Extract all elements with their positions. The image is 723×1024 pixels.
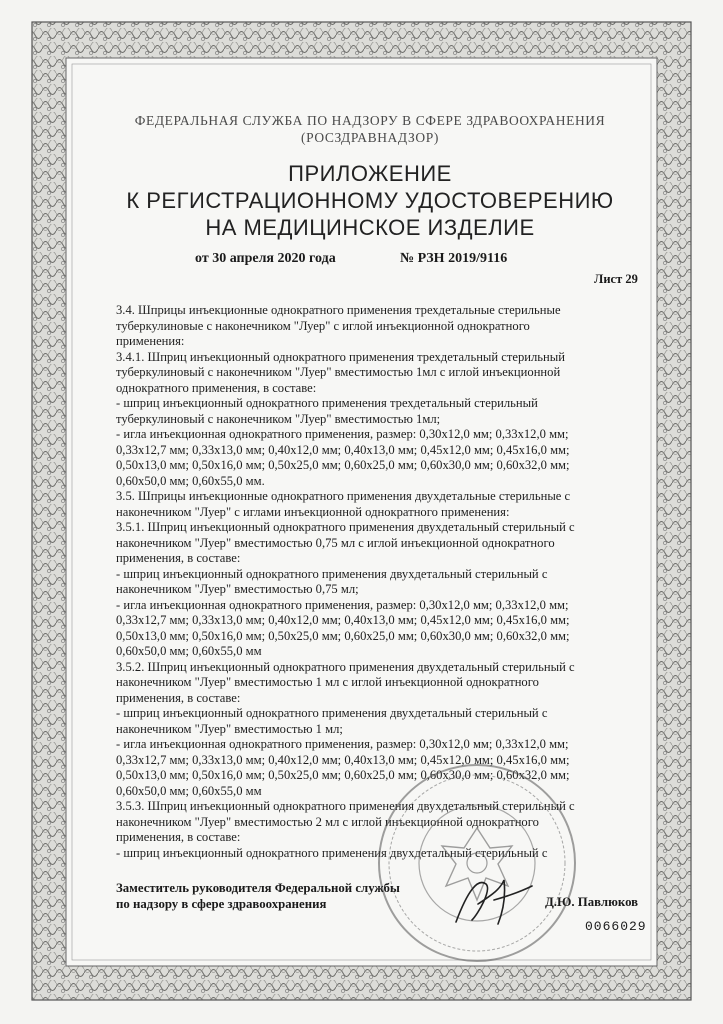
- agency-header: [130, 112, 610, 146]
- body-line: наконечником "Луер" вместимостью 0,75 мл с иглой инъекционной однократного: [116, 535, 555, 550]
- body-line: 0,33х12,7 мм; 0,33х13,0 мм; 0,40х12,0 мм; 0,40х13,0 мм; 0,45х12,0 мм; 0,45х16,0 мм;: [116, 442, 570, 457]
- body-line: наконечником "Луер" вместимостью 1 мл с иглой инъекционной однократного: [116, 675, 539, 689]
- body-line: - шприц инъекционный однократного применения двухдетальный стерильный с: [116, 706, 548, 720]
- registration-number: № РЗН 2019/9116: [400, 251, 508, 266]
- body-line: 3.5.3. Шприц инъекционный однократного применения двухдетальный стерильный с: [116, 799, 575, 813]
- agency-abbreviation: (РОСЗДРАВНАДЗОР): [301, 130, 439, 145]
- signer-title-line-1: Заместитель руководителя Федеральной службы: [116, 881, 400, 895]
- body-line: 0,50х13,0 мм; 0,50х16,0 мм; 0,50х25,0 мм; 0,60х25,0 мм; 0,60х30,0 мм; 0,60х32,0 мм;: [116, 628, 570, 643]
- signer-name: Д.Ю. Павлюков: [545, 895, 639, 909]
- body-line: применения:: [116, 334, 185, 348]
- body-line: наконечником "Луер" вместимостью 2 мл с иглой инъекционной однократного: [116, 814, 539, 829]
- body-line: 0,33х12,7 мм; 0,33х13,0 мм; 0,40х12,0 мм; 0,40х13,0 мм; 0,45х12,0 мм; 0,45х16,0 мм;: [116, 752, 570, 767]
- body-line: наконечником "Луер" вместимостью 1 мл;: [116, 721, 343, 736]
- body-line: - шприц инъекционный однократного применения двухдетальный стерильный с: [116, 566, 548, 581]
- body-line: 0,60х50,0 мм; 0,60х55,0 мм.: [116, 473, 265, 488]
- body-line: 3.5.1. Шприц инъекционный однократного применения двухдетальный стерильный с: [116, 520, 575, 534]
- body-line: наконечником "Луер" с иглами инъекционной однократного применения:: [116, 504, 510, 519]
- body-line: 0,60х50,0 мм; 0,60х55,0 мм: [116, 783, 262, 798]
- title-line-3: НА МЕДИЦИНСКОЕ ИЗДЕЛИЕ: [205, 215, 535, 240]
- date-line: [195, 251, 615, 267]
- body-line: 0,60х50,0 мм; 0,60х55,0 мм: [116, 644, 262, 658]
- body-line: туберкулиновый с наконечником "Луер" вместимостью 1мл;: [116, 411, 441, 426]
- title-line-1: ПРИЛОЖЕНИЕ: [288, 161, 452, 186]
- body-line: - игла инъекционная однократного применения, размер: 0,30х12,0 мм; 0,33х12,0 мм;: [116, 427, 569, 441]
- title-line-2: К РЕГИСТРАЦИОННОМУ УДОСТОВЕРЕНИЮ: [126, 188, 614, 213]
- body-line: применения, в составе:: [116, 830, 241, 844]
- body-line: - игла инъекционная однократного применения, размер: 0,30х12,0 мм; 0,33х12,0 мм;: [116, 597, 569, 612]
- body-line: 3.4.1. Шприц инъекционный однократного применения трехдетальный стерильный: [116, 349, 565, 364]
- body-line: - шприц инъекционный однократного применения двухдетальный стерильный с: [116, 845, 548, 860]
- body-line: туберкулиновый с наконечником "Луер" вместимостью 1мл с иглой инъекционной: [116, 365, 561, 379]
- body-line: 0,33х12,7 мм; 0,33х13,0 мм; 0,40х12,0 мм; 0,40х13,0 мм; 0,45х12,0 мм; 0,45х16,0 мм;: [116, 613, 570, 627]
- body-line: 0,50х13,0 мм; 0,50х16,0 мм; 0,50х25,0 мм; 0,60х25,0 мм; 0,60х30,0 мм; 0,60х32,0 мм;: [116, 458, 570, 472]
- body-line: 0,50х13,0 мм; 0,50х16,0 мм; 0,50х25,0 мм; 0,60х25,0 мм; 0,60х30,0 мм; 0,60х32,0 мм;: [116, 768, 570, 782]
- body-line: - шприц инъекционный однократного применения трехдетальный стерильный: [116, 396, 538, 410]
- body-line: наконечником "Луер" вместимостью 0,75 мл;: [116, 582, 359, 596]
- signer-title-line-2: по надзору в сфере здравоохранения: [116, 897, 327, 911]
- body-line: 3.5. Шприцы инъекционные однократного применения двухдетальные стерильные с: [116, 489, 571, 503]
- body-line: применения, в составе:: [116, 690, 241, 705]
- signer-title: [116, 880, 400, 912]
- body-line: 3.5.2. Шприц инъекционный однократного применения двухдетальный стерильный с: [116, 659, 575, 674]
- body-line: применения, в составе:: [116, 551, 241, 565]
- document-title: [110, 160, 630, 241]
- body-line: однократного применения, в составе:: [116, 380, 317, 395]
- agency-name: ФЕДЕРАЛЬНАЯ СЛУЖБА ПО НАДЗОРУ В СФЕРЕ ЗДРАВООХРАНЕНИЯ: [134, 113, 606, 128]
- sheet-number: Лист 29: [594, 272, 638, 286]
- handwritten-signature: [448, 870, 538, 930]
- body-line: туберкулиновые с наконечником "Луер" с иглой инъекционной однократного: [116, 318, 530, 333]
- body-line: - игла инъекционная однократного применения, размер: 0,30х12,0 мм; 0,33х12,0 мм;: [116, 737, 569, 751]
- issue-date: от 30 апреля 2020 года: [195, 251, 336, 266]
- body-line: 3.4. Шприцы инъекционные однократного применения трехдетальные стерильные: [116, 303, 561, 317]
- serial-number: 0066029: [585, 919, 647, 934]
- official-stamp: [372, 758, 582, 968]
